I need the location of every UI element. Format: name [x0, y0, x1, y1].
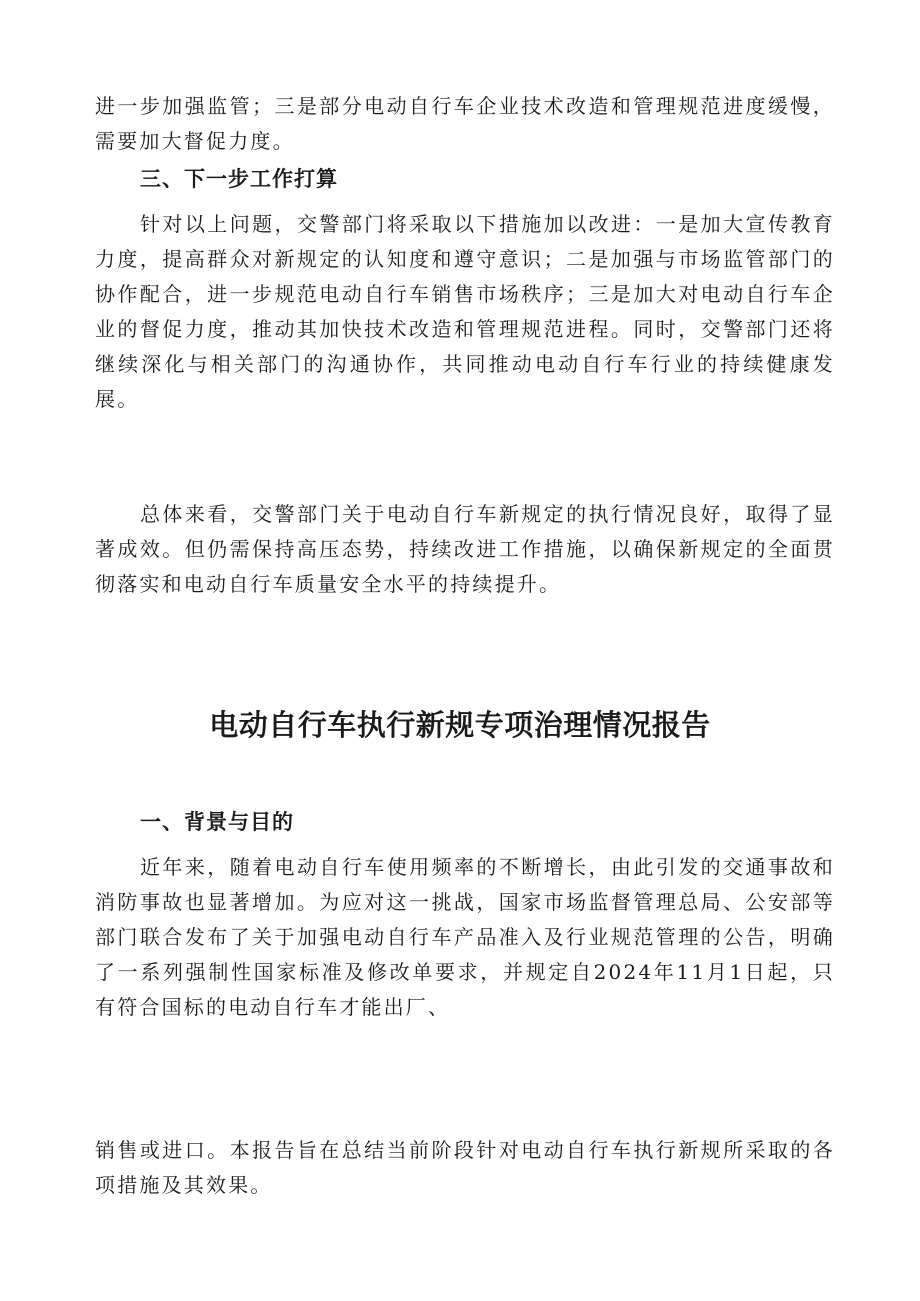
background-paragraph-part2: 销售或进口。本报告旨在总结当前阶段针对电动自行车执行新规所采取的各项措施及其效果。 — [95, 1138, 835, 1197]
background-paragraph-part1: 近年来，随着电动自行车使用频率的不断增长，由此引发的交通事故和消防事故也显著增加。为应对这一挑战，国家市场监督管理总局、公安部等部门联合发布了关于加强电动自行车产品准入及行业规范管理的公告，明确了一系列强制性国家标准及修改单要求，并规定自2024年11月1日起，只有符合国标的电动自行车才能出厂、 — [95, 855, 835, 1019]
section-three-heading: 三、下一步工作打算 — [140, 167, 338, 191]
summary-paragraph: 总体来看，交警部门关于电动自行车新规定的执行情况良好，取得了显著成效。但仍需保持高压态势，持续改进工作措施，以确保新规定的全面贯彻落实和电动自行车质量安全水平的持续提升。 — [95, 502, 835, 596]
continuation-paragraph: 进一步加强监管；三是部分电动自行车企业技术改造和管理规范进度缓慢，需要加大督促力度。 — [95, 94, 835, 153]
report-title: 电动自行车执行新规专项治理情况报告 — [209, 708, 711, 742]
section-one-heading: 一、背景与目的 — [140, 810, 294, 834]
section-three-paragraph: 针对以上问题，交警部门将采取以下措施加以改进：一是加大宣传教育力度，提高群众对新规定的认知度和遵守意识；二是加强与市场监管部门的协作配合，进一步规范电动自行车销售市场秩序；三是加大对电动自行车企业的督促力度，推动其加快技术改造和管理规范进程。同时，交警部门还将继续深化与相关部门的沟通协作，共同推动电动自行车行业的持续健康发展。 — [95, 212, 835, 411]
